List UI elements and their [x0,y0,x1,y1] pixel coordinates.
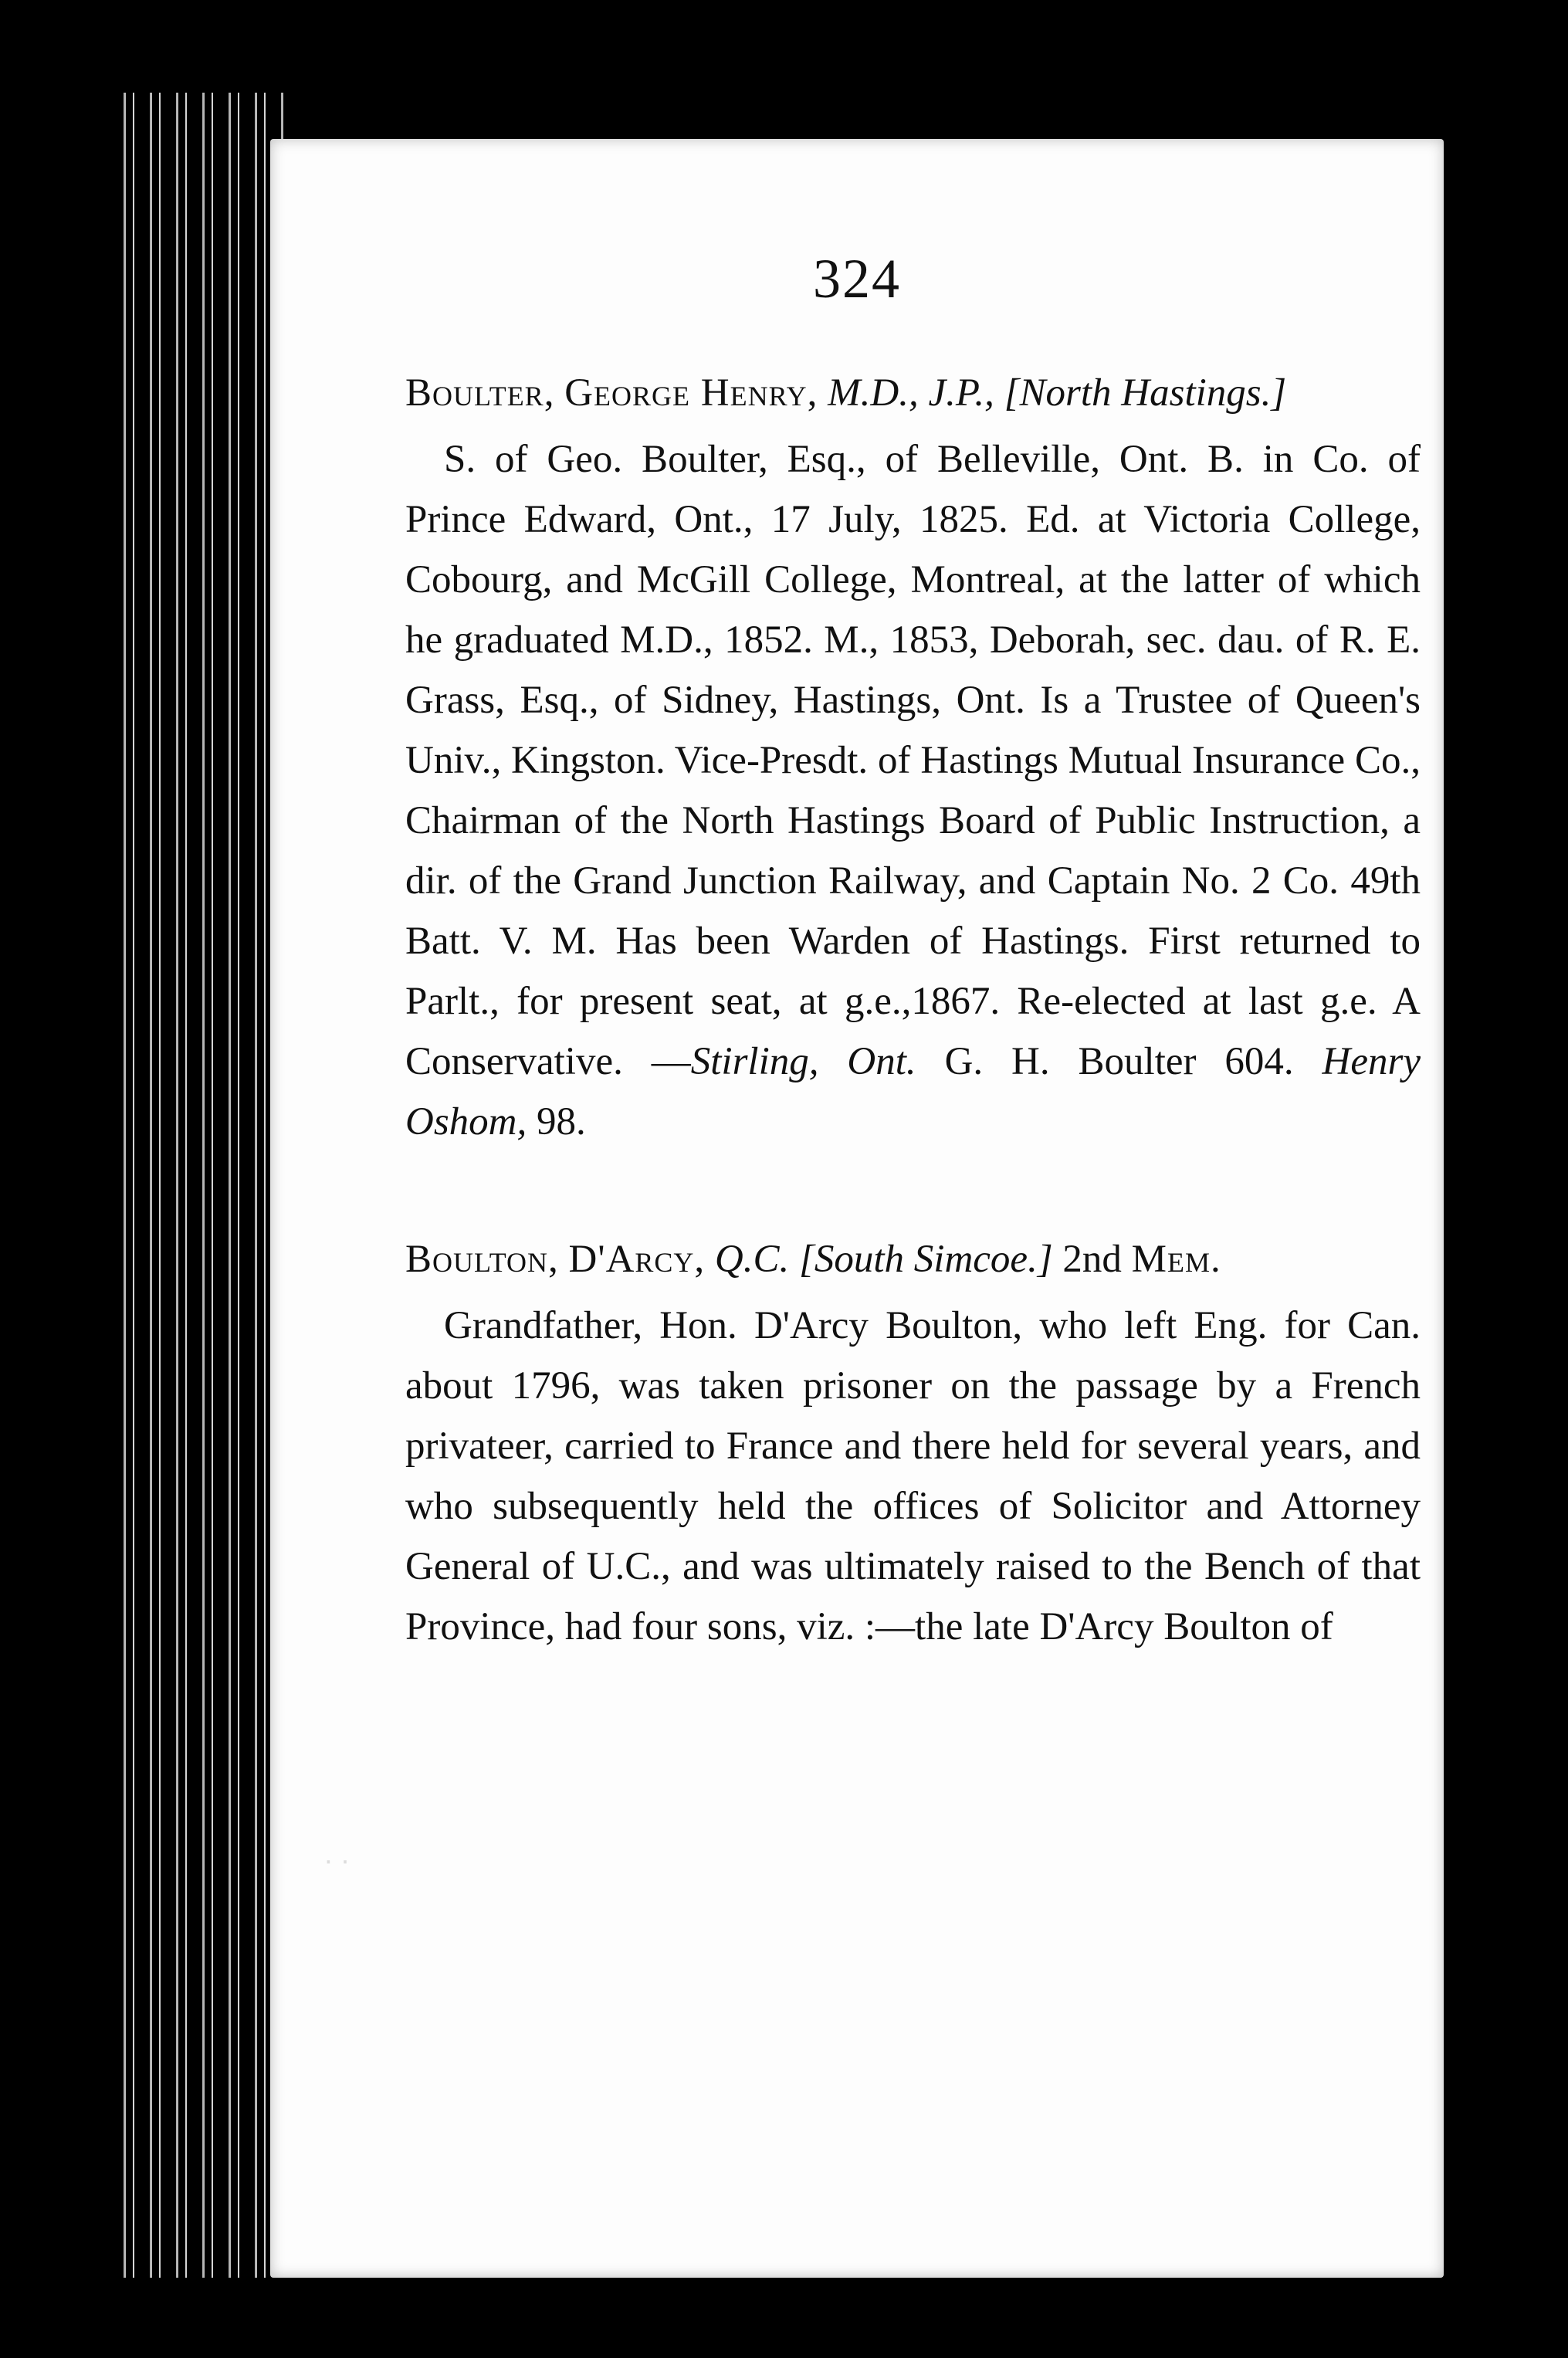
entry-constituency: [North Hastings.] [1004,371,1287,415]
entry-heading [405,363,1421,423]
entry-titles: M.D., J.P., [828,371,994,415]
entry-given-names: D'Arcy, [568,1238,706,1281]
scan-speck: · · [324,1847,350,1878]
entry-biography [405,1296,1421,1657]
book-page [270,139,1444,2278]
entry-text: Grandfather, Hon. D'Arcy Boulton, who left Eng. for Can. about 1796, was taken prisoner on the passage by a French privateer, carried to France and there held for several years, and who subsequently held the offices of Solicitor and Attorney General of U.C., and was ultimately raised to the Bench of that Province, had four sons, viz. :—the late D'Arcy Boulton of [405,1304,1421,1648]
entry-vote-text: G. H. Boulter 604. [916,1040,1322,1083]
entry-opponent: Henry Oshom, [405,1040,1421,1143]
entry-address: Stirling, Ont. [690,1040,916,1083]
entry-boulton [405,1229,1421,1657]
entry-suffix-member: Mem. [1131,1238,1221,1281]
book-spine-edge [116,93,286,2278]
entry-titles: Q.C. [714,1238,790,1281]
entry-boulter [405,363,1421,1152]
entry-given-names: George Henry, [564,371,818,415]
entry-constituency: [South Simcoe.] [799,1238,1053,1281]
entry-heading [405,1229,1421,1289]
entry-suffix: 2nd [1062,1238,1122,1281]
entry-text: S. of Geo. Boulter, Esq., of Belleville, Ont. B. in Co. of Prince Edward, Ont., 17 July, 1825. Ed. at Victoria College, Cobourg, and McGill College, Montreal, at the latter of which he graduated M.D., 1852. M., 1853, Deborah, sec. dau. of R. E. Grass, Esq., of Sidney, Hastings, Ont. Is a Trustee of Queen's Univ., Kingston. Vice-Presdt. of Hastings Mutual Insurance Co., Chairman of the North Hastings Board of Public Instruction, a dir. of the Grand Junction Railway, and Captain No. 2 Co. 49th Batt. V. M. Has been Warden of Hastings. First returned to Parlt., for present seat, at g.e.,1867. Re-elected at last g.e. A Conservative. — [405,438,1421,1083]
entry-biography [405,429,1421,1152]
entry-surname: Boulter, [405,371,555,415]
page-number: 324 [813,248,901,310]
entry-surname: Boulton, [405,1238,559,1281]
entries [405,363,1421,1657]
entry-opponent-votes: 98. [527,1100,586,1143]
